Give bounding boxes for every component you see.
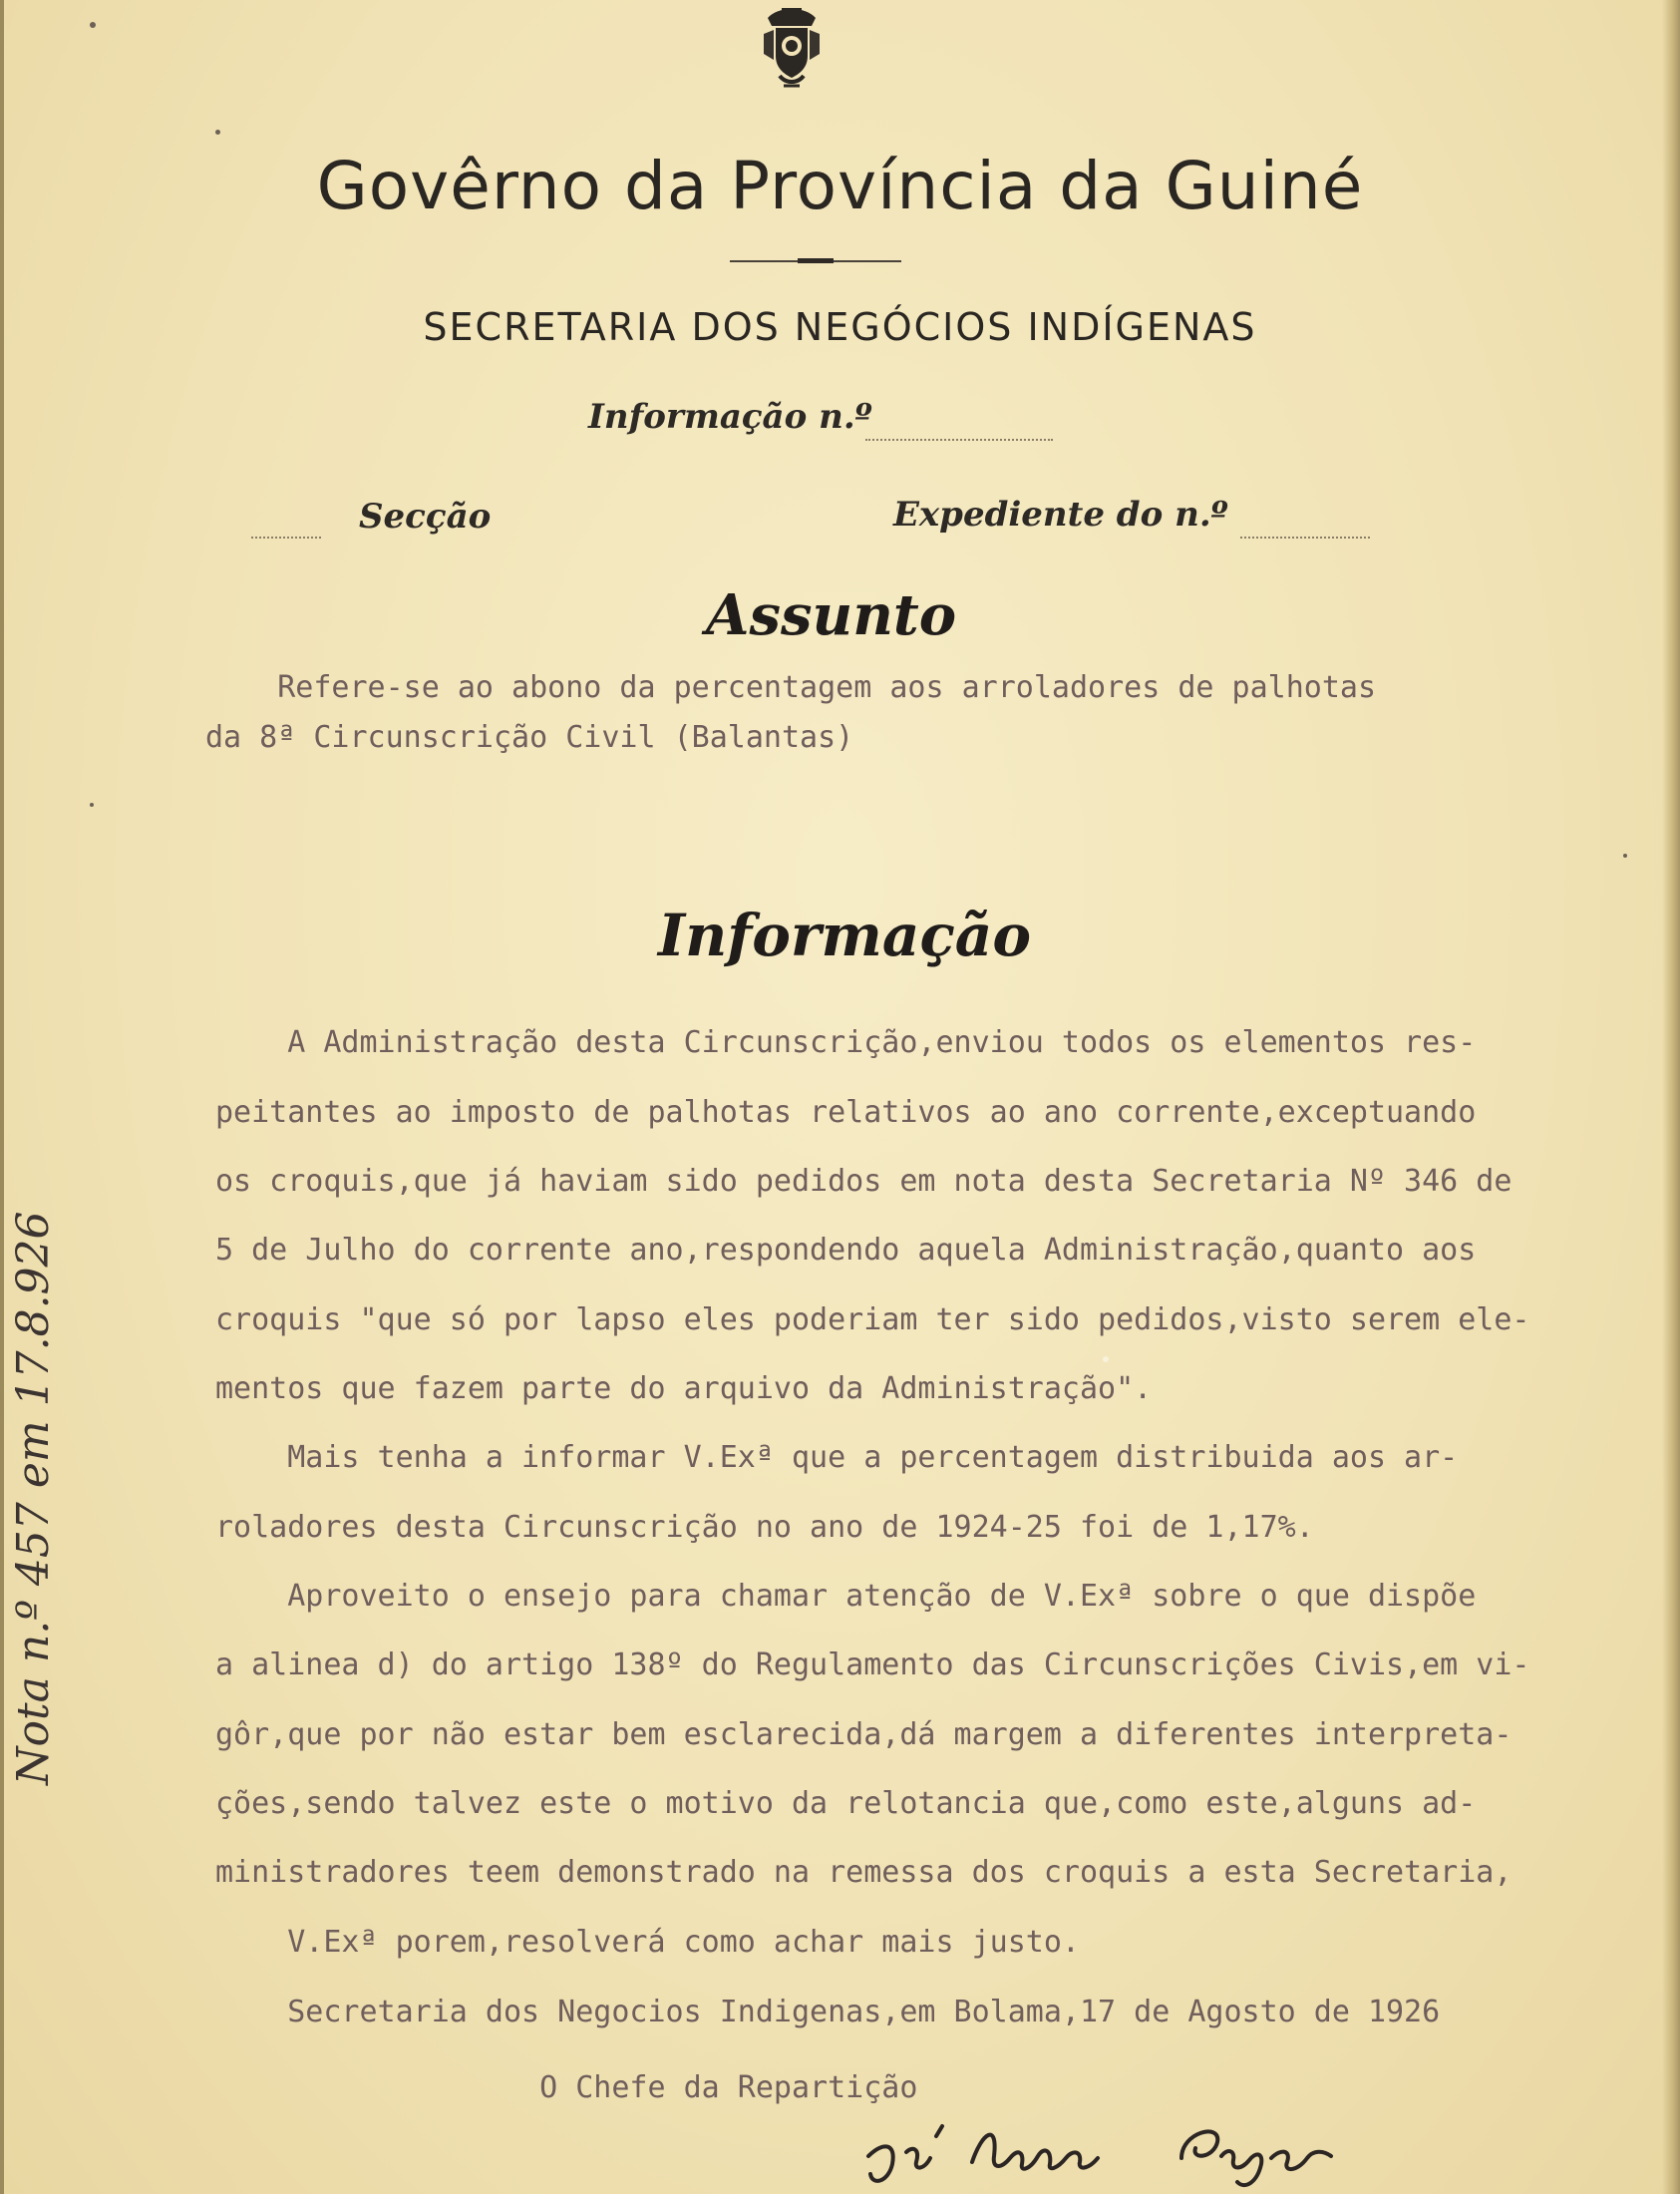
body-line: A Administração desta Circunscrição,enviou todos os elementos res- xyxy=(215,1025,1477,1060)
paper-speck xyxy=(1623,854,1627,858)
seccao-label: Secção xyxy=(359,497,492,537)
informacao-number-field xyxy=(865,439,1053,441)
government-title: Govêrno da Província da Guiné xyxy=(316,148,1364,224)
body-line: 5 de Julho do corrente ano,respondendo aquela Administração,quanto aos xyxy=(215,1233,1477,1268)
expediente-label: Expediente do n.º xyxy=(893,495,1228,535)
seccao-field xyxy=(251,537,321,539)
body-line: roladores desta Circunscrição no ano de 1924-25 foi de 1,17%. xyxy=(215,1510,1314,1545)
informacao-number-label: Informação n.º xyxy=(588,397,872,437)
body-line: ções,sendo talvez este o motivo da relotancia que,como este,alguns ad- xyxy=(215,1786,1477,1821)
coat-of-arms-icon xyxy=(760,4,824,88)
body-line: ministradores teem demonstrado na remessa dos croquis a esta Secretaria, xyxy=(215,1855,1512,1890)
department-name: SECRETARIA DOS NEGÓCIOS INDÍGENAS xyxy=(423,305,1257,349)
informacao-heading: Informação xyxy=(658,902,1032,969)
body-line: os croquis,que já haviam sido pedidos em nota desta Secretaria Nº 346 de xyxy=(215,1164,1512,1199)
marginal-handwritten-note: Nota n.º 457 em 17.8.926 xyxy=(8,1211,59,1785)
body-line: O Chefe da Repartição xyxy=(215,2070,918,2105)
expediente-field xyxy=(1240,537,1370,539)
body-line: Secretaria dos Negocios Indigenas,em Bolama,17 de Agosto de 1926 xyxy=(215,1995,1441,2029)
paper-speck xyxy=(215,130,220,135)
body-line: gôr,que por não estar bem esclarecida,dá margem a diferentes interpreta- xyxy=(215,1717,1512,1752)
assunto-line: da 8ª Circunscrição Civil (Balantas) xyxy=(205,720,854,755)
body-line: croquis "que só por lapso eles poderiam ter sido pedidos,visto serem ele- xyxy=(215,1302,1530,1337)
body-line: a alinea d) do artigo 138º do Regulamento das Circunscrições Civis,em vi- xyxy=(215,1647,1530,1682)
body-line: Mais tenha a informar V.Exª que a percentagem distribuida aos ar- xyxy=(215,1440,1459,1475)
assunto-line: Refere-se ao abono da percentagem aos arroladores de palhotas xyxy=(205,670,1376,705)
assunto-heading: Assunto xyxy=(706,582,957,648)
paper-speck xyxy=(1103,1356,1109,1362)
signature xyxy=(862,2112,1341,2192)
paper-speck xyxy=(90,22,96,28)
body-line: peitantes ao imposto de palhotas relativos ao ano corrente,exceptuando xyxy=(215,1095,1477,1130)
title-divider-accent xyxy=(798,258,834,263)
body-line: Aproveito o ensejo para chamar atenção de V.Exª sobre o que dispõe xyxy=(215,1579,1477,1614)
body-line: mentos que fazem parte do arquivo da Administração". xyxy=(215,1371,1153,1406)
body-line: V.Exª porem,resolverá como achar mais justo. xyxy=(215,1925,1080,1960)
paper-speck xyxy=(90,803,94,807)
